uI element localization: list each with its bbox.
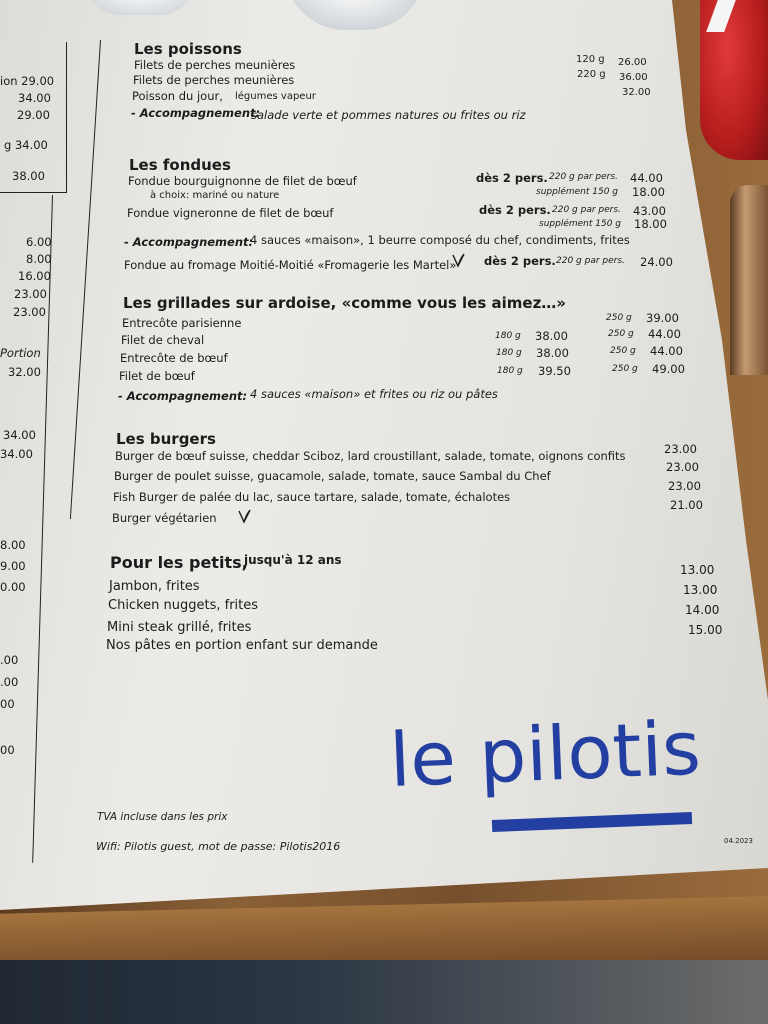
menu-item-price: 32.00 xyxy=(622,87,651,98)
menu-item-name: Burger de poulet suisse, guacamole, salade, tomate, sauce Sambal du Chef xyxy=(114,469,551,483)
section-title: Les fondues xyxy=(129,156,231,174)
left-price: 34.00 xyxy=(3,428,36,442)
price-250: 49.00 xyxy=(652,362,685,376)
price-180: 39.50 xyxy=(538,364,571,378)
accompaniment-text: 4 sauces «maison» et frites ou riz ou pâtes xyxy=(250,387,498,401)
menu-item-weight: 120 g xyxy=(576,54,605,65)
left-price: 16.00 xyxy=(18,269,51,283)
left-label: Portion xyxy=(0,346,41,360)
quantity-label: 220 g par pers. xyxy=(556,256,625,266)
quantity-label: 220 g par pers. xyxy=(552,205,621,215)
menu-item-price: 26.00 xyxy=(618,57,647,68)
left-price: 8.00 xyxy=(26,252,52,266)
price-250: 44.00 xyxy=(650,344,683,358)
section-title: Pour les petits, xyxy=(110,553,248,572)
weight-250: 250 g xyxy=(606,313,632,323)
menu-item-name: Mini steak grillé, frites xyxy=(107,620,252,635)
accompaniment-label: - Accompagnement: xyxy=(131,106,261,120)
menu-item-name: Chicken nuggets, frites xyxy=(108,598,259,613)
menu-item-name: Fondue au fromage Moitié-Moitié «Fromagerie les Martel» xyxy=(124,258,457,272)
wifi-info: Wifi: Pilotis guest, mot de passe: Pilotis2016 xyxy=(96,840,341,853)
left-price: .00 xyxy=(0,675,19,689)
left-price: 32.00 xyxy=(8,365,41,379)
supplement-label: supplément 150 g xyxy=(539,219,622,229)
vegetarian-leaf-icon xyxy=(451,252,467,268)
knife-handle xyxy=(730,185,768,375)
supplement-price: 18.00 xyxy=(634,217,667,231)
accompaniment-text: 4 sauces «maison», 1 beurre composé du chef, condiments, frites xyxy=(250,233,630,247)
weight-250: 250 g xyxy=(610,346,636,356)
left-price: 34.00 xyxy=(18,91,51,105)
tva-note: TVA incluse dans les prix xyxy=(97,811,228,823)
weight-250: 250 g xyxy=(612,364,638,374)
menu-item-choice: à choix: mariné ou nature xyxy=(150,190,280,201)
supplement-price: 18.00 xyxy=(632,185,665,199)
floor xyxy=(0,960,768,1024)
date-code: 04.2023 xyxy=(724,837,753,845)
left-price: 23.00 xyxy=(14,287,47,301)
left-price: 00 xyxy=(0,697,15,711)
menu-item-note: légumes vapeur xyxy=(235,91,316,102)
quantity-label: 220 g par pers. xyxy=(549,172,618,182)
menu-item-weight: 220 g xyxy=(577,69,606,80)
per-person-label: dès 2 pers. xyxy=(476,171,548,185)
price-180: 38.00 xyxy=(536,346,569,360)
menu-item-price: 24.00 xyxy=(640,255,673,269)
per-person-label: dès 2 pers. xyxy=(479,203,551,217)
menu-item-price: 43.00 xyxy=(633,204,666,218)
left-price: 29.00 xyxy=(17,108,50,122)
accompaniment-label: - Accompagnement: xyxy=(124,235,254,249)
price-250: 39.00 xyxy=(646,311,679,325)
menu-item-price: 21.00 xyxy=(670,498,703,512)
left-price: ion 29.00 xyxy=(0,74,55,88)
menu-item-name: Entrecôte de bœuf xyxy=(120,351,228,365)
menu-item-price: 23.00 xyxy=(664,442,697,456)
left-price: 6.00 xyxy=(26,235,52,249)
menu-item-price: 23.00 xyxy=(668,479,701,493)
menu-item-name: Burger végétarien xyxy=(112,511,217,525)
left-price: 23.00 xyxy=(13,305,46,319)
weight-180: 180 g xyxy=(495,331,521,341)
accompaniment-label: - Accompagnement: xyxy=(118,389,248,403)
left-price: 8.00 xyxy=(0,538,26,552)
menu-item-name: Filets de perches meunières xyxy=(134,58,296,72)
vegetarian-leaf-icon xyxy=(237,508,253,524)
menu-item-name: Entrecôte parisienne xyxy=(122,316,242,330)
left-price: 38.00 xyxy=(12,169,45,183)
section-title: Les poissons xyxy=(134,40,242,58)
left-price: 9.00 xyxy=(0,559,26,573)
per-person-label: dès 2 pers. xyxy=(484,254,556,268)
weight-180: 180 g xyxy=(497,366,523,376)
menu-item-price: 14.00 xyxy=(685,603,720,617)
menu-item-name: Poisson du jour, xyxy=(132,89,223,103)
menu-item-price: 44.00 xyxy=(630,171,663,185)
menu-item-name: Filet de cheval xyxy=(121,333,205,347)
left-price: g 34.00 xyxy=(4,138,48,152)
price-250: 44.00 xyxy=(648,327,681,341)
left-price: 00 xyxy=(0,743,15,757)
left-price: 34.00 xyxy=(0,447,33,461)
weight-180: 180 g xyxy=(496,348,522,358)
left-price: 0.00 xyxy=(0,580,26,594)
menu-item-price: 23.00 xyxy=(666,460,699,474)
price-180: 38.00 xyxy=(535,329,568,343)
pilotis-logo: le pilotis xyxy=(388,705,703,804)
menu-item-name: Fondue vigneronne de filet de bœuf xyxy=(127,206,334,220)
left-price: .00 xyxy=(0,653,19,667)
menu-item-name: Fish Burger de palée du lac, sauce tartare, salade, tomate, échalotes xyxy=(113,490,511,504)
menu-item-price: 13.00 xyxy=(680,563,715,577)
section-subtitle: jusqu'à 12 ans xyxy=(244,553,342,567)
menu-item-price: 36.00 xyxy=(619,72,648,83)
section-title: Les grillades sur ardoise, «comme vous les aimez…» xyxy=(123,294,566,312)
supplement-label: supplément 150 g xyxy=(536,187,619,197)
menu-item-name: Jambon, frites xyxy=(109,579,200,594)
menu-item-name: Filet de bœuf xyxy=(119,369,195,383)
menu-item-note: Nos pâtes en portion enfant sur demande xyxy=(106,638,378,653)
menu-item-name: Fondue bourguignonne de filet de bœuf xyxy=(128,174,357,188)
weight-250: 250 g xyxy=(608,329,634,339)
menu-item-name: Filets de perches meunières xyxy=(133,73,295,87)
accompaniment-text: salade verte et pommes natures ou frites ou riz xyxy=(251,108,526,122)
menu-item-price: 13.00 xyxy=(683,583,718,597)
menu-item-name: Burger de bœuf suisse, cheddar Sciboz, lard croustillant, salade, tomate, oignons confits xyxy=(115,449,626,463)
section-title: Les burgers xyxy=(116,430,216,448)
menu-item-price: 15.00 xyxy=(688,623,723,637)
